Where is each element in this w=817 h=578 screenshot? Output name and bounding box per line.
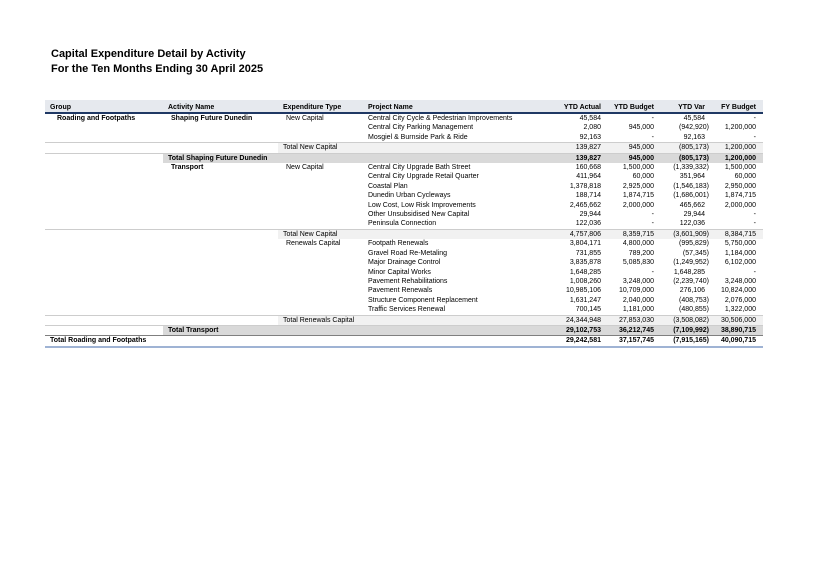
cell-ytd-var: (7,109,992)	[661, 325, 712, 335]
cell-expenditure-type: Total Renewals Capital	[278, 315, 363, 325]
cell-ytd-budget: 1,181,000	[622, 306, 654, 314]
cell-expenditure-type	[278, 123, 363, 132]
cell-expenditure-type	[278, 277, 363, 286]
column-header-ytd-var: YTD Var	[661, 100, 712, 113]
cell-activity-name	[163, 191, 278, 200]
cell-ytd-actual: 29,242,581	[550, 336, 608, 347]
report-title-block	[51, 47, 263, 77]
cell-activity-name	[163, 133, 278, 143]
table-row	[45, 296, 763, 305]
cell-expenditure-type	[278, 268, 363, 277]
cell-ytd-actual: 3,804,171	[569, 240, 601, 248]
cell-activity-name: Total Shaping Future Dunedin	[163, 153, 278, 163]
cell-activity-name: Shaping Future Dunedin	[171, 115, 253, 122]
cell-group	[45, 133, 163, 143]
cell-ytd-actual: 29,102,753	[550, 325, 608, 335]
cell-fy-budget: 1,874,715	[724, 192, 756, 200]
cell-fy-budget: 2,950,000	[724, 182, 756, 190]
cell-group	[45, 268, 163, 277]
cell-expenditure-type	[278, 296, 363, 305]
column-header-ytd-actual: YTD Actual	[550, 100, 608, 113]
cell-ytd-var: 122,036	[679, 220, 705, 228]
table-row	[45, 229, 763, 239]
cell-ytd-budget: 5,085,830	[622, 259, 654, 267]
cell-activity-name	[163, 182, 278, 191]
cell-ytd-var: (1,249,952)	[673, 259, 709, 267]
cell-ytd-var: 45,584	[683, 115, 705, 122]
cell-activity-name	[163, 229, 278, 239]
table-row	[45, 182, 763, 191]
table-row	[45, 113, 763, 123]
cell-ytd-actual: 3,835,878	[569, 259, 601, 267]
cell-group	[45, 201, 163, 210]
cell-activity-name	[163, 315, 278, 325]
cell-ytd-budget: -	[651, 211, 654, 219]
table-row	[45, 153, 763, 163]
cell-project-name: Central City Parking Management	[368, 124, 474, 132]
cell-project-name: Mosgiel & Burnside Park & Ride	[368, 133, 468, 141]
cell-group	[45, 153, 163, 163]
cell-group	[45, 315, 163, 325]
cell-ytd-budget: 37,157,745	[608, 336, 661, 347]
cell-expenditure-type: New Capital	[286, 164, 324, 172]
cell-expenditure-type	[278, 153, 363, 163]
table-row	[45, 336, 763, 347]
cell-group	[45, 325, 163, 335]
table-row	[45, 133, 763, 143]
cell-ytd-actual: 1,648,285	[569, 268, 601, 276]
cell-activity-name	[163, 277, 278, 286]
cell-project-name: Pavement Renewals	[368, 287, 433, 295]
cell-group	[45, 219, 163, 229]
cell-project-name	[363, 325, 550, 335]
cell-group	[45, 258, 163, 267]
table-row	[45, 191, 763, 200]
cell-ytd-budget: 60,000	[632, 173, 654, 181]
cell-activity-name	[163, 172, 278, 181]
cell-ytd-budget: 1,500,000	[622, 164, 654, 172]
cell-fy-budget: 6,102,000	[724, 259, 756, 267]
cell-activity-name	[163, 210, 278, 219]
table-body	[45, 113, 763, 347]
cell-fy-budget: 8,384,715	[712, 229, 763, 239]
cell-project-name: Gravel Road Re-Metaling	[368, 249, 447, 257]
cell-ytd-budget: -	[651, 268, 654, 276]
cell-ytd-actual: 188,714	[575, 192, 601, 200]
cell-ytd-var: (3,601,909)	[661, 229, 712, 239]
cell-ytd-var: (57,345)	[682, 249, 709, 257]
cell-ytd-actual: 24,344,948	[550, 315, 608, 325]
cell-ytd-actual: 4,757,806	[550, 229, 608, 239]
cell-group	[45, 182, 163, 191]
cell-ytd-budget: 36,212,745	[608, 325, 661, 335]
cell-ytd-actual: 139,827	[550, 153, 608, 163]
table-row	[45, 249, 763, 258]
cell-fy-budget: 40,090,715	[712, 336, 763, 347]
table-row	[45, 163, 763, 172]
cell-project-name: Footpath Renewals	[368, 240, 429, 248]
cell-fy-budget: 1,200,000	[712, 143, 763, 153]
cell-ytd-actual: 29,944	[579, 211, 601, 219]
cell-expenditure-type	[278, 325, 363, 335]
cell-group	[45, 143, 163, 153]
cell-activity-name: Total Transport	[163, 325, 278, 335]
cell-expenditure-type	[278, 336, 363, 347]
cell-project-name: Central City Upgrade Retail Quarter	[368, 173, 479, 181]
cell-ytd-var: 351,964	[679, 173, 705, 181]
cell-ytd-var: 92,163	[683, 133, 705, 141]
table-row	[45, 201, 763, 210]
cell-fy-budget: 2,076,000	[724, 296, 756, 304]
cell-project-name	[363, 153, 550, 163]
table-row	[45, 219, 763, 229]
cell-group	[45, 229, 163, 239]
table-row	[45, 277, 763, 286]
cell-ytd-actual: 2,465,662	[569, 201, 601, 209]
cell-ytd-var: 276,106	[679, 287, 705, 295]
column-header-project-name: Project Name	[363, 100, 550, 113]
cell-expenditure-type	[278, 286, 363, 295]
cell-activity-name	[163, 286, 278, 295]
cell-activity-name	[163, 219, 278, 229]
cell-ytd-budget: 27,853,030	[608, 315, 661, 325]
cell-fy-budget: 30,506,000	[712, 315, 763, 325]
cell-group	[45, 123, 163, 132]
page-subtitle: For the Ten Months Ending 30 April 2025	[51, 63, 264, 75]
cell-group	[45, 249, 163, 258]
cell-fy-budget: -	[753, 268, 756, 276]
cell-project-name: Low Cost, Low Risk Improvements	[368, 201, 476, 209]
cell-ytd-var: (942,920)	[679, 124, 709, 132]
column-header-ytd-budget: YTD Budget	[608, 100, 661, 113]
page-title: Capital Expenditure Detail by Activity	[51, 48, 246, 60]
cell-activity-name	[163, 268, 278, 277]
cell-ytd-budget: 945,000	[628, 124, 654, 132]
cell-activity-name	[163, 336, 278, 347]
cell-ytd-budget: 945,000	[608, 143, 661, 153]
expenditure-table-container	[45, 100, 763, 348]
table-row	[45, 172, 763, 181]
cell-ytd-actual: 10,985,106	[565, 287, 601, 295]
cell-activity-name	[163, 249, 278, 258]
cell-project-name: Pavement Rehabilitations	[368, 277, 448, 285]
cell-ytd-actual: 1,631,247	[569, 296, 601, 304]
cell-ytd-budget: 789,200	[628, 249, 654, 257]
cell-ytd-budget: -	[651, 220, 654, 228]
cell-expenditure-type	[278, 210, 363, 219]
cell-expenditure-type	[278, 172, 363, 181]
cell-project-name: Structure Component Replacement	[368, 296, 478, 304]
cell-project-name	[363, 229, 550, 239]
cell-activity-name: Transport	[171, 164, 204, 172]
cell-project-name: Dunedin Urban Cycleways	[368, 192, 451, 200]
cell-activity-name	[163, 296, 278, 305]
table-row	[45, 143, 763, 153]
table-row	[45, 286, 763, 295]
cell-fy-budget: 3,248,000	[724, 277, 756, 285]
cell-fy-budget: 1,184,000	[724, 249, 756, 257]
cell-fy-budget: -	[753, 115, 756, 122]
cell-group: Total Roading and Footpaths	[45, 336, 163, 347]
cell-ytd-var: 29,944	[683, 211, 705, 219]
cell-fy-budget: 2,000,000	[724, 201, 756, 209]
cell-ytd-actual: 1,008,260	[569, 277, 601, 285]
table-row	[45, 239, 763, 248]
cell-activity-name	[163, 239, 278, 248]
cell-ytd-var: (408,753)	[679, 296, 709, 304]
cell-activity-name	[163, 305, 278, 315]
cell-ytd-var: (7,915,165)	[661, 336, 712, 347]
cell-ytd-actual: 731,855	[575, 249, 601, 257]
cell-project-name: Coastal Plan	[368, 182, 408, 190]
cell-group	[45, 163, 163, 172]
cell-ytd-var: (1,339,332)	[673, 164, 709, 172]
table-row	[45, 305, 763, 315]
cell-fy-budget: 1,322,000	[724, 306, 756, 314]
cell-ytd-actual: 1,378,818	[569, 182, 601, 190]
cell-expenditure-type	[278, 191, 363, 200]
cell-ytd-budget: 4,800,000	[622, 240, 654, 248]
cell-fy-budget: 60,000	[734, 173, 756, 181]
cell-ytd-budget: 10,709,000	[618, 287, 654, 295]
cell-expenditure-type	[278, 133, 363, 143]
column-header-fy-budget: FY Budget	[712, 100, 763, 113]
cell-fy-budget: 1,200,000	[724, 124, 756, 132]
cell-ytd-var: (3,508,082)	[661, 315, 712, 325]
cell-ytd-budget: 945,000	[608, 153, 661, 163]
cell-expenditure-type: Total New Capital	[278, 143, 363, 153]
cell-project-name	[363, 315, 550, 325]
cell-ytd-var: (2,239,740)	[673, 277, 709, 285]
expenditure-table	[45, 100, 763, 348]
cell-ytd-budget: 8,359,715	[608, 229, 661, 239]
cell-fy-budget: 1,200,000	[712, 153, 763, 163]
cell-group	[45, 191, 163, 200]
cell-group	[45, 239, 163, 248]
cell-ytd-actual: 411,964	[576, 173, 601, 181]
cell-ytd-budget: -	[651, 115, 654, 122]
cell-activity-name	[163, 123, 278, 132]
cell-project-name: Central City Upgrade Bath Street	[368, 164, 471, 172]
cell-group	[45, 210, 163, 219]
cell-ytd-var: 465,662	[679, 201, 705, 209]
column-header-expenditure-type: Expenditure Type	[278, 100, 363, 113]
cell-expenditure-type	[278, 258, 363, 267]
cell-fy-budget: 1,500,000	[724, 164, 756, 172]
column-header-group: Group	[45, 100, 163, 113]
cell-expenditure-type	[278, 219, 363, 229]
table-row	[45, 210, 763, 219]
cell-fy-budget: 5,750,000	[724, 240, 756, 248]
cell-project-name	[363, 336, 550, 347]
cell-project-name	[363, 143, 550, 153]
cell-expenditure-type	[278, 201, 363, 210]
table-row	[45, 268, 763, 277]
cell-ytd-var: (480,855)	[679, 306, 709, 314]
table-header-row	[45, 100, 763, 113]
cell-ytd-actual: 700,145	[575, 306, 601, 314]
table-row	[45, 258, 763, 267]
cell-ytd-actual: 139,827	[550, 143, 608, 153]
cell-group	[45, 277, 163, 286]
table-row	[45, 123, 763, 132]
cell-ytd-actual: 122,036	[575, 220, 601, 228]
cell-ytd-var: (995,829)	[679, 240, 709, 248]
cell-project-name: Peninsula Connection	[368, 220, 437, 228]
cell-ytd-actual: 92,163	[579, 133, 601, 141]
table-row	[45, 315, 763, 325]
cell-expenditure-type	[278, 182, 363, 191]
cell-ytd-var: (805,173)	[661, 153, 712, 163]
cell-ytd-var: (1,686,001)	[673, 192, 709, 200]
cell-fy-budget: 10,824,000	[720, 287, 756, 295]
cell-group	[45, 172, 163, 181]
cell-project-name: Minor Capital Works	[368, 268, 431, 276]
cell-fy-budget: -	[753, 133, 756, 141]
cell-expenditure-type: Total New Capital	[278, 229, 363, 239]
cell-activity-name	[163, 201, 278, 210]
cell-project-name: Central City Cycle & Pedestrian Improvements	[368, 115, 513, 122]
column-header-activity-name: Activity Name	[163, 100, 278, 113]
cell-ytd-budget: 2,040,000	[622, 296, 654, 304]
cell-ytd-actual: 2,080	[583, 124, 601, 132]
cell-activity-name	[163, 258, 278, 267]
cell-fy-budget: -	[753, 220, 756, 228]
cell-ytd-budget: 2,925,000	[622, 182, 654, 190]
cell-ytd-actual: 45,584	[579, 115, 601, 122]
cell-ytd-var: 1,648,285	[673, 268, 705, 276]
cell-expenditure-type: New Capital	[286, 115, 324, 122]
cell-ytd-var: (1,546,183)	[673, 182, 709, 190]
cell-fy-budget: -	[753, 211, 756, 219]
cell-ytd-budget: -	[651, 133, 654, 141]
cell-expenditure-type	[278, 305, 363, 315]
cell-ytd-actual: 160,668	[575, 164, 601, 172]
cell-ytd-budget: 3,248,000	[622, 277, 654, 285]
cell-fy-budget: 38,890,715	[712, 325, 763, 335]
cell-expenditure-type	[278, 249, 363, 258]
cell-group	[45, 305, 163, 315]
cell-expenditure-type: Renewals Capital	[286, 240, 341, 248]
cell-project-name: Other Unsubsidised New Capital	[368, 211, 470, 219]
cell-group	[45, 296, 163, 305]
table-row	[45, 325, 763, 335]
cell-group	[45, 286, 163, 295]
cell-ytd-budget: 2,000,000	[622, 201, 654, 209]
cell-ytd-budget: 1,874,715	[622, 192, 654, 200]
cell-project-name: Major Drainage Control	[368, 259, 441, 267]
cell-activity-name	[163, 143, 278, 153]
cell-project-name: Traffic Services Renewal	[368, 306, 446, 314]
cell-ytd-var: (805,173)	[661, 143, 712, 153]
cell-group: Roading and Footpaths	[57, 115, 136, 122]
table-header	[45, 100, 763, 113]
